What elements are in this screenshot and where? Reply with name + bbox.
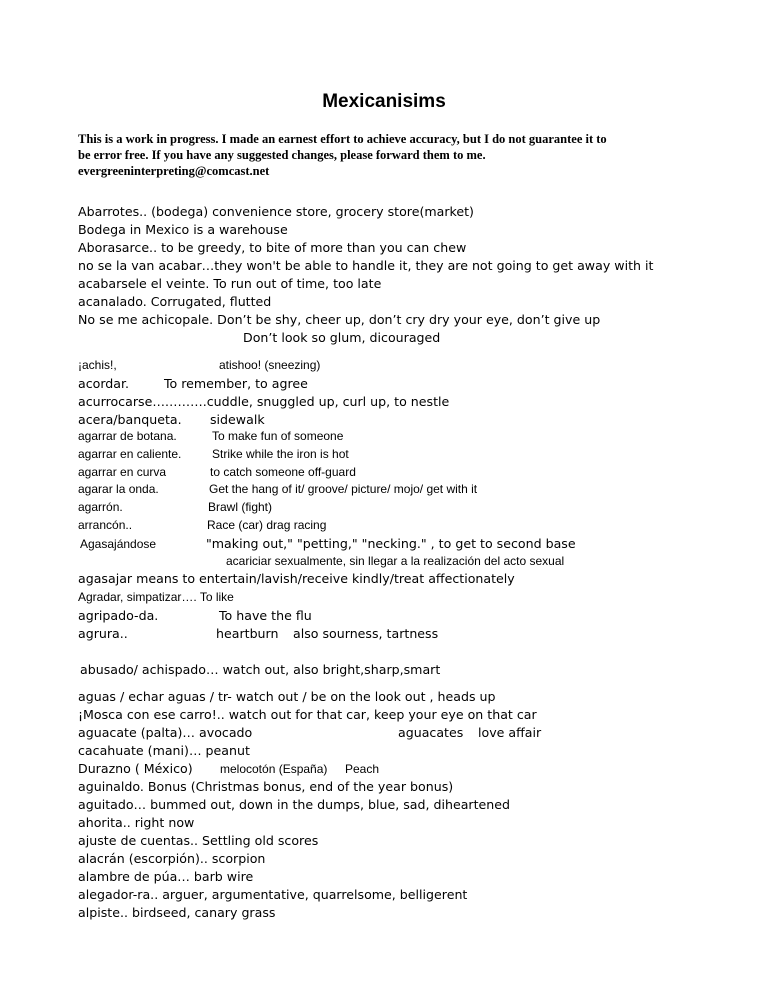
entry-ajuste: ajuste de cuentas.. Settling old scores	[78, 833, 319, 848]
entry-agrura	[78, 626, 718, 644]
entry-abarrotes: Abarrotes.. (bodega) convenience store, grocery store(market)	[78, 204, 474, 219]
definition: Strike while the iron is hot	[212, 447, 349, 461]
term: agripado-da.	[78, 608, 159, 623]
entry-aguitado: aguitado… bummed out, down in the dumps, blue, sad, diheartened	[78, 797, 511, 812]
entry-achis	[78, 358, 718, 374]
definition-extra: aguacates	[398, 725, 464, 740]
entry-agasajandose	[80, 536, 720, 554]
entry-acabarsele: acabarsele el veinte. To run out of time, too late	[78, 276, 382, 291]
contact-email: evergreeninterpreting@comcast.net	[78, 164, 270, 178]
definition: Brawl (fight)	[208, 500, 273, 514]
intro-line: be error free. If you have any suggested changes, please forward them to me.	[78, 148, 486, 162]
entry-achicopale: No se me achicopale. Don’t be shy, cheer up, don’t cry dry your eye, don’t give up	[78, 312, 601, 327]
entry-acabar: no se la van acabar…they won't be able to handle it, they are not going to get away with it	[78, 258, 654, 273]
entry-agarrar-en-caliente	[78, 447, 718, 463]
definition: "making out," "petting," "necking." , to get to second base	[206, 536, 576, 551]
entry-acordar	[78, 376, 718, 394]
entry-alegador: alegador-ra.. arguer, argumentative, quarrelsome, belligerent	[78, 887, 468, 902]
intro-notice	[78, 131, 718, 179]
entry-agasajandose-note: acariciar sexualmente, sin llegar a la realización del acto sexual	[226, 554, 565, 568]
entry-agarar-la-onda	[78, 482, 718, 498]
definition: To have the flu	[219, 608, 312, 623]
definition: Race (car) drag racing	[207, 518, 327, 532]
entry-aguas: aguas / echar aguas / tr- watch out / be on the look out , heads up	[78, 689, 496, 704]
term: Agasajándose	[80, 537, 157, 551]
entry-aborasarce: Aborasarce.. to be greedy, to bite of more than you can chew	[78, 240, 467, 255]
entry-bodega: Bodega in Mexico is a warehouse	[78, 222, 288, 237]
entry-acera	[78, 412, 718, 430]
entry-ahorita: ahorita.. right now	[78, 815, 195, 830]
entry-agarrar-de-botana	[78, 429, 718, 445]
page-title: Mexicanisims	[322, 91, 446, 112]
term: agarrar en caliente.	[78, 447, 182, 461]
term: agarrar en curva	[78, 465, 167, 479]
definition-extra: also sourness, tartness	[293, 626, 439, 641]
term: aguacate (palta)… avocado	[78, 725, 253, 740]
term: ¡achis!,	[78, 358, 117, 372]
entry-alacran: alacrán (escorpión).. scorpion	[78, 851, 266, 866]
entry-cacahuate: cacahuate (mani)… peanut	[78, 743, 250, 758]
definition: heartburn	[216, 626, 279, 641]
entry-abusado: abusado/ achispado… watch out, also bright,sharp,smart	[80, 662, 441, 677]
intro-line: This is a work in progress. I made an earnest effort to achieve accuracy, but I do not guarantee it to	[78, 132, 607, 146]
entry-alambre: alambre de púa… barb wire	[78, 869, 254, 884]
term: agrura..	[78, 626, 128, 641]
term: acera/banqueta.	[78, 412, 182, 427]
entry-agarrar-en-curva	[78, 465, 718, 481]
term: Durazno ( México)	[78, 761, 193, 776]
entry-agasajar: agasajar means to entertain/lavish/receive kindly/treat affectionately	[78, 571, 515, 586]
entry-agarron	[78, 500, 718, 516]
term: agarrar de botana.	[78, 429, 177, 443]
entry-agripado	[78, 608, 718, 626]
definition: atishoo! (sneezing)	[219, 358, 321, 372]
entry-agradar: Agradar, simpatizar…. To like	[78, 590, 234, 604]
entry-achicopale-continued: Don’t look so glum, dicouraged	[243, 330, 441, 345]
definition: To make fun of someone	[212, 429, 344, 443]
term: arrancón..	[78, 518, 133, 532]
entry-acurrocarse: acurrocarse………….cuddle, snuggled up, curl up, to nestle	[78, 394, 450, 409]
regional-variant: melocotón (España)	[220, 762, 328, 776]
definition: Get the hang of it/ groove/ picture/ mojo/ get with it	[209, 482, 478, 496]
definition: sidewalk	[210, 412, 265, 427]
entry-durazno	[78, 761, 718, 779]
definition: To remember, to agree	[164, 376, 308, 391]
term: agarar la onda.	[78, 482, 159, 496]
term: acordar.	[78, 376, 130, 391]
definition: to catch someone off-guard	[210, 465, 356, 479]
term: agarrón.	[78, 500, 123, 514]
definition-extra: love affair	[478, 725, 542, 740]
entry-aguacate	[78, 725, 718, 743]
entry-aguinaldo: aguinaldo. Bonus (Christmas bonus, end of the year bonus)	[78, 779, 454, 794]
entry-mosca: ¡Mosca con ese carro!.. watch out for that car, keep your eye on that car	[78, 707, 537, 722]
entry-acanalado: acanalado. Corrugated, flutted	[78, 294, 272, 309]
entry-arrancon	[78, 518, 718, 534]
entry-alpiste: alpiste.. birdseed, canary grass	[78, 905, 276, 920]
definition: Peach	[345, 762, 380, 776]
